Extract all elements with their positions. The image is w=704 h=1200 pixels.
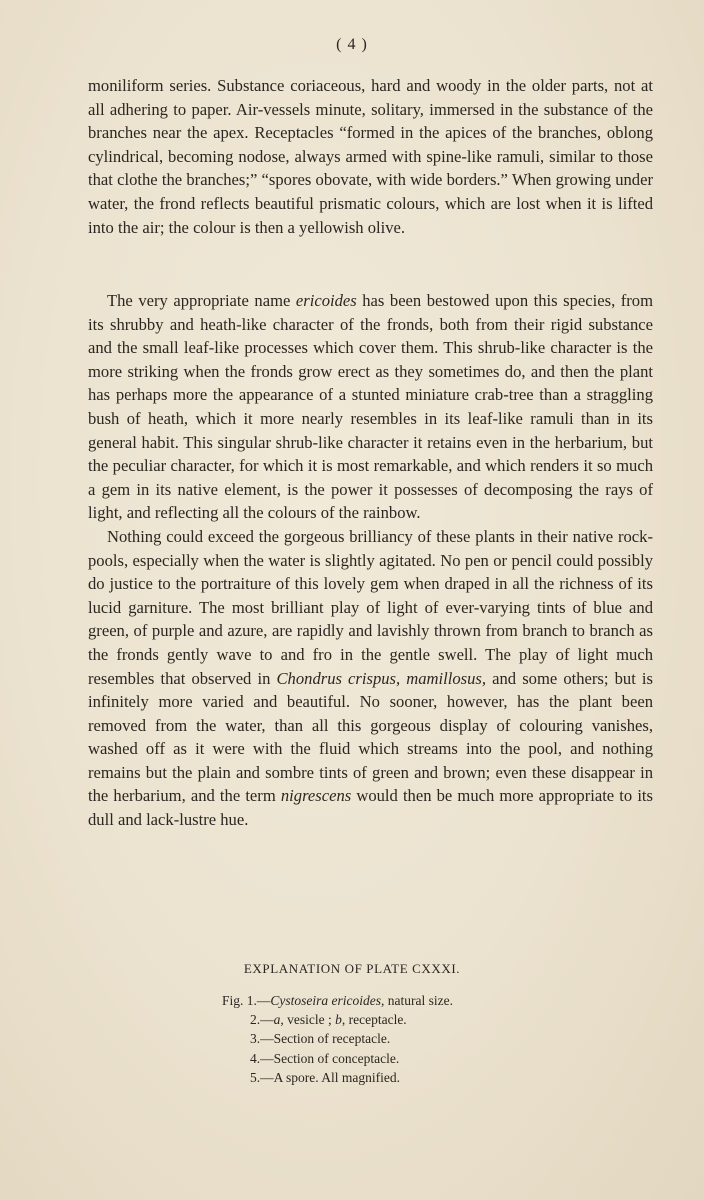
figure-3-caption: 3.—Section of receptacle. bbox=[250, 1031, 391, 1047]
figure-species: Cystoseira ericoides bbox=[270, 993, 382, 1008]
figure-prefix: 2.— bbox=[250, 1012, 274, 1028]
plate-heading: EXPLANATION OF PLATE CXXXI. bbox=[243, 961, 461, 976]
paragraph-text: moniliform series. Substance coriaceous, hard and woody in the older parts, not at all adhering to paper. Air-vessels minute, solitary, immersed in the substance of the branches near the apex. Receptacles “formed in the apices of the branches, oblong cylindrical, becoming nodose, always armed with spine-like ramuli, similar to those that clothe the branches;” “spores obovate, with wide borders.” When growing under water, the frond reflects beautiful prismatic colours, which are lost when it is lifted into the air; the colour is then a yellowish olive. bbox=[88, 76, 653, 237]
figure-letter-a: a bbox=[273, 1012, 281, 1028]
text-block-top bbox=[88, 74, 653, 239]
figure-suffix: , natural size. bbox=[381, 993, 453, 1008]
figure-5-caption: 5.—A spore. All magnified. bbox=[250, 1069, 400, 1085]
paragraph-text: and some others; but is infinitely more varied and beautiful. No sooner, however, has the plant been removed from the water, than all this gorgeous display of colouring vanishes, washed off as it were with the fluid which streams into the pool, and nothing remains but the plain and sombre tints of green and brown; even these disappear in the herbarium, and the term bbox=[88, 668, 653, 806]
figure-list bbox=[222, 991, 453, 1087]
species-name-italic: ericoides bbox=[295, 291, 357, 310]
term-italic: nigrescens bbox=[280, 786, 352, 806]
figure-1-caption bbox=[222, 991, 453, 1010]
paragraph-text: has been bestowed upon this species, from its shrubby and heath-like character of the fronds, both from their rigid substance and the small leaf-like processes which cover them. This shrub-like character is the more striking when the fronds grow erect as they sometimes do, and then the plant has perhaps more the appearance of a stunted miniature crab-tree than a straggling bush of heath, which it more nearly resembles in its leaf-like ramuli than in its general habit. This singular shrub-like character it retains even in the herbarium, but the peculiar character, for which it is most remarkable, and which renders it so much a gem in its native element, is the power it possesses of decomposing the rays of light, and reflecting all the colours of the rainbow. bbox=[88, 291, 654, 523]
page-number: ( 4 ) bbox=[336, 36, 368, 53]
paragraph-ericoides bbox=[88, 289, 653, 525]
figure-4-caption: 4.—Section of conceptacle. bbox=[250, 1050, 400, 1066]
figure-text: , receptacle. bbox=[341, 1012, 407, 1028]
paragraph-continuation bbox=[88, 74, 653, 239]
paragraph-text: Nothing could exceed the gorgeous brilliancy of these plants in their native rock-pools, especially when the water is slightly agitated. No pen or pencil could possibly do justice to the portraiture of this lovely gem when draped in all the richness of its lucid garniture. The most brilliant play of light of ever-varying tints of blue and green, of purple and azure, are rapidly and lavishly thrown from branch to branch as the fronds gently wave to and fro in the gentle swell. The play of light much resembles that observed in bbox=[88, 526, 653, 688]
plate-explanation bbox=[0, 961, 704, 1085]
figure-letter-b: b bbox=[335, 1012, 342, 1028]
species-name-italic: Chondrus crispus, mamillosus, bbox=[276, 668, 487, 688]
figure-text: , vesicle ; bbox=[280, 1012, 336, 1028]
text-block-main bbox=[88, 289, 653, 832]
figure-2-caption bbox=[222, 1010, 453, 1029]
figure-prefix: Fig. 1.— bbox=[222, 993, 271, 1008]
paragraph-text: The very appropriate name bbox=[107, 291, 296, 310]
paragraph-brilliancy bbox=[88, 525, 653, 832]
paragraph-text: would then be much more appropriate to its dull and lack-lustre hue. bbox=[88, 786, 653, 830]
